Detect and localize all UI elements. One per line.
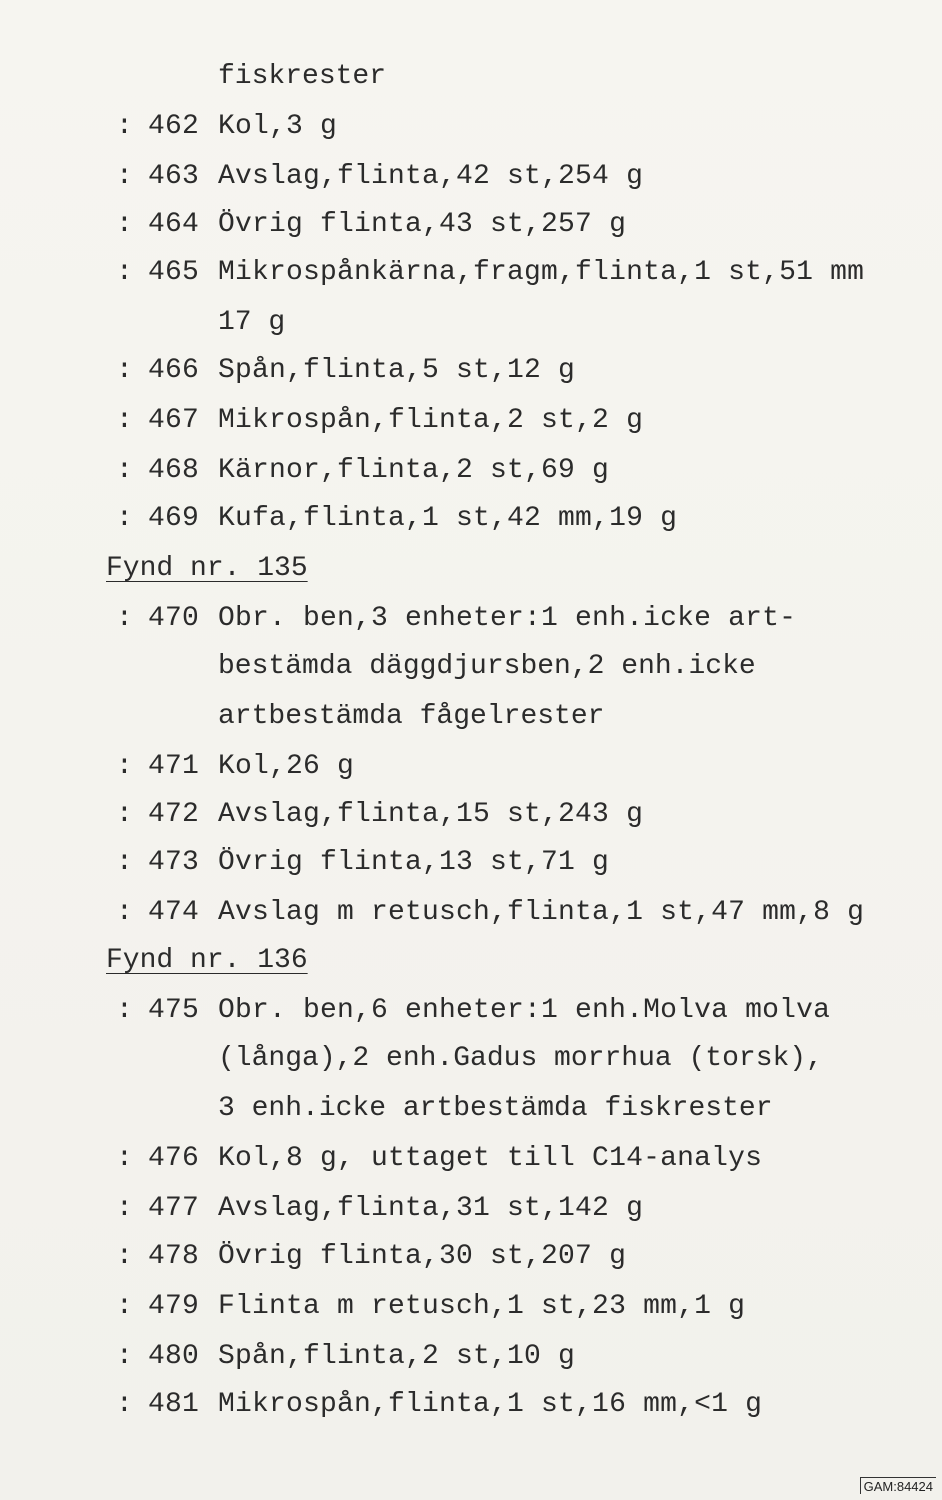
- entry-number: 476: [148, 1143, 200, 1174]
- entry-number: 474: [148, 897, 200, 928]
- entry-colon: :: [116, 751, 134, 782]
- continuation-line: bestämda däggdjursben,2 enh.icke: [218, 651, 756, 682]
- entry-text: Flinta m retusch,1 st,23 mm,1 g: [218, 1291, 746, 1322]
- entry-number: 471: [148, 751, 200, 782]
- entry-colon: :: [116, 455, 134, 486]
- entry-number: 473: [148, 847, 200, 878]
- entry-colon: :: [116, 161, 134, 192]
- entry-text: Avslag,flinta,15 st,243 g: [218, 799, 644, 830]
- entry-number: 469: [148, 503, 200, 534]
- entry-colon: :: [116, 897, 134, 928]
- entry-number: 472: [148, 799, 200, 830]
- entry-number: 463: [148, 161, 200, 192]
- entry-text: Kärnor,flinta,2 st,69 g: [218, 455, 610, 486]
- entry-text: Avslag,flinta,31 st,142 g: [218, 1193, 644, 1224]
- entry-colon: :: [116, 405, 134, 436]
- entry-colon: :: [116, 209, 134, 240]
- entry-text: Övrig flinta,13 st,71 g: [218, 847, 610, 878]
- entry-number: 477: [148, 1193, 200, 1224]
- continuation-line: 3 enh.icke artbestämda fiskrester: [218, 1093, 773, 1124]
- entry-text: Mikrospån,flinta,1 st,16 mm,<1 g: [218, 1389, 763, 1420]
- entry-text: Övrig flinta,43 st,257 g: [218, 209, 627, 240]
- entry-colon: :: [116, 355, 134, 386]
- entry-colon: :: [116, 847, 134, 878]
- catalog-id-label: GAM:84424: [860, 1477, 936, 1494]
- entry-number: 468: [148, 455, 200, 486]
- continuation-line: artbestämda fågelrester: [218, 701, 605, 732]
- entry-colon: :: [116, 1241, 134, 1272]
- continuation-line: fiskrester: [218, 61, 387, 92]
- entry-number: 479: [148, 1291, 200, 1322]
- entry-number: 464: [148, 209, 200, 240]
- entry-number: 467: [148, 405, 200, 436]
- entry-number: 478: [148, 1241, 200, 1272]
- entry-text: Kufa,flinta,1 st,42 mm,19 g: [218, 503, 678, 534]
- entry-text: Obr. ben,3 enheter:1 enh.icke art-: [218, 603, 797, 634]
- entry-number: 465: [148, 257, 200, 288]
- entry-text: Kol,3 g: [218, 111, 338, 142]
- entry-colon: :: [116, 603, 134, 634]
- entry-colon: :: [116, 111, 134, 142]
- entry-text: Avslag m retusch,flinta,1 st,47 mm,8 g: [218, 897, 865, 928]
- continuation-line: 17 g: [218, 307, 286, 338]
- entry-text: Mikrospån,flinta,2 st,2 g: [218, 405, 644, 436]
- entry-text: Spån,flinta,5 st,12 g: [218, 355, 576, 386]
- find-heading-135: Fynd nr. 135: [106, 553, 308, 584]
- entry-number: 466: [148, 355, 200, 386]
- entry-number: 480: [148, 1341, 200, 1372]
- entry-text: Kol,8 g, uttaget till C14-analys: [218, 1143, 763, 1174]
- entry-colon: :: [116, 1341, 134, 1372]
- entry-number: 462: [148, 111, 200, 142]
- entry-number: 475: [148, 995, 200, 1026]
- entry-colon: :: [116, 1193, 134, 1224]
- entry-text: Kol,26 g: [218, 751, 355, 782]
- entry-colon: :: [116, 503, 134, 534]
- continuation-line: (långa),2 enh.Gadus morrhua (torsk),: [218, 1043, 823, 1074]
- entry-text: Avslag,flinta,42 st,254 g: [218, 161, 644, 192]
- entry-text: Obr. ben,6 enheter:1 enh.Molva molva: [218, 995, 831, 1026]
- entry-text: Spån,flinta,2 st,10 g: [218, 1341, 576, 1372]
- entry-colon: :: [116, 1291, 134, 1322]
- entry-colon: :: [116, 995, 134, 1026]
- entry-colon: :: [116, 799, 134, 830]
- find-heading-136: Fynd nr. 136: [106, 945, 308, 976]
- entry-colon: :: [116, 1143, 134, 1174]
- entry-number: 481: [148, 1389, 200, 1420]
- entry-text: Mikrospånkärna,fragm,flinta,1 st,51 mm: [218, 257, 865, 288]
- entry-text: Övrig flinta,30 st,207 g: [218, 1241, 627, 1272]
- entry-number: 470: [148, 603, 200, 634]
- entry-colon: :: [116, 1389, 134, 1420]
- entry-colon: :: [116, 257, 134, 288]
